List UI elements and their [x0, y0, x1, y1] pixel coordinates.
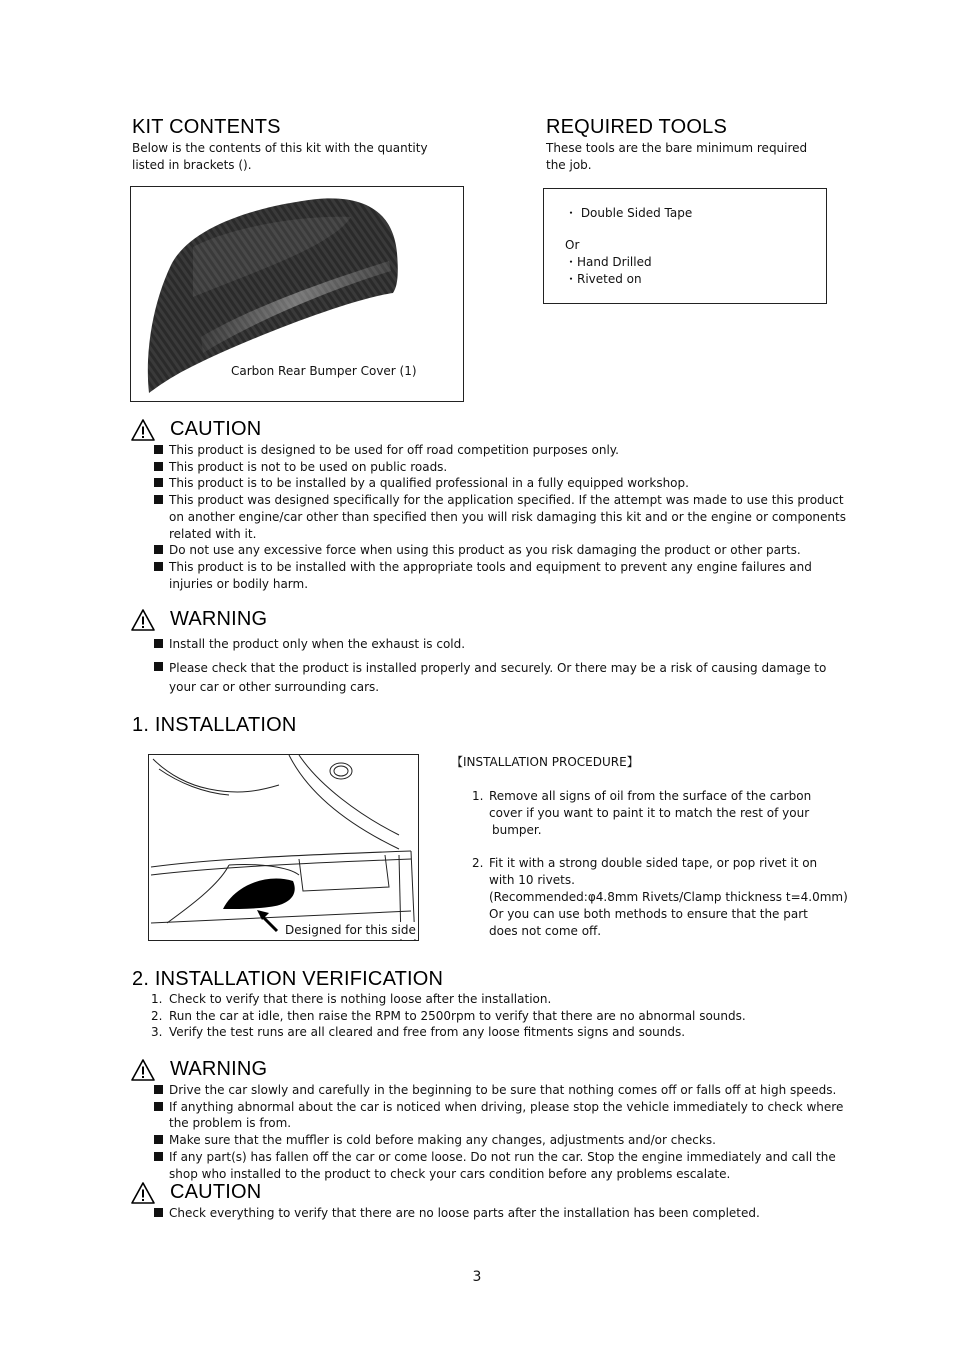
car-rear-diagram	[149, 755, 418, 940]
installation-image-box	[148, 754, 419, 941]
step-1-line-1: Remove all signs of oil from the surface of the carbon	[489, 789, 812, 803]
required-tools-desc-line1: These tools are the bare minimum required	[546, 141, 808, 155]
tool-or-label: Or	[565, 238, 580, 252]
item-number: 2.	[151, 1008, 163, 1023]
warning-list	[152, 636, 842, 697]
warning-item: Make sure that the muffler is cold before making any changes, adjustments and/or checks.	[152, 1132, 847, 1149]
warning-item: If anything abnormal about the car is noticed when driving, please stop the vehicle immediately to check where the problem is from.	[152, 1099, 847, 1132]
step-1-line-2: cover if you want to paint it to match the rest of your	[489, 806, 810, 820]
step-2-line-4: Or you can use both methods to ensure that the part	[489, 907, 808, 921]
tool-double-sided-tape: ・ Double Sided Tape	[565, 206, 693, 220]
kit-contents-desc-line1: Below is the contents of this kit with the quantity	[132, 141, 428, 155]
installation-title: 1. INSTALLATION	[132, 714, 297, 736]
verification-title: 2. INSTALLATION VERIFICATION	[132, 968, 444, 990]
item-number: 3.	[151, 1025, 163, 1040]
caution-heading-2	[130, 1181, 430, 1207]
required-tools-section	[546, 116, 846, 174]
required-tools-desc-line2: the job.	[546, 158, 592, 172]
item-text: Verify the test runs are all cleared and free from any loose fitments signs and sounds.	[169, 1025, 686, 1040]
warning-heading	[130, 608, 430, 634]
step-number: 2.	[472, 856, 484, 870]
kit-contents-image-box	[130, 186, 464, 402]
warning-triangle-icon	[130, 1181, 156, 1205]
step-2-line-3: (Recommended:φ4.8mm Rivets/Clamp thickness t=4.0mm)	[489, 890, 848, 904]
caution-2-list	[152, 1205, 847, 1222]
warning-item: If any part(s) has fallen off the car or come loose. Do not run the car. Stop the engine immediately and call the shop who installed to the product to check your cars condition before any problems escalate.	[152, 1149, 847, 1182]
caution-item: This product is to be installed with the appropriate tools and equipment to prevent any engine failures and injuries or bodily harm.	[152, 559, 847, 592]
procedure-step-2	[451, 855, 871, 940]
kit-item-caption: Carbon Rear Bumper Cover (1)	[231, 364, 417, 378]
item-text: Run the car at idle, then raise the RPM to 2500rpm to verify that there are no abnormal sounds.	[169, 1008, 746, 1023]
verification-item	[151, 1008, 851, 1025]
caution-item: This product is designed to be used for off road competition purposes only.	[152, 442, 847, 459]
procedure-step-1	[451, 788, 871, 839]
warning-heading-2	[130, 1058, 430, 1084]
caution-item: This product was designed specifically for the application specified. If the attempt was made to use this product on another engine/car other than specified then you will risk damaging this kit and or the engine or components related with it.	[152, 492, 847, 542]
warning-item: Install the product only when the exhaust is cold.	[152, 636, 842, 653]
installation-procedure	[451, 754, 871, 940]
installation-image-caption: Designed for this side	[285, 923, 416, 937]
verification-list	[151, 991, 851, 1041]
warning-triangle-icon	[130, 608, 156, 632]
warning-triangle-icon	[130, 1058, 156, 1082]
caution-title: CAUTION	[170, 418, 262, 440]
caution-2-title: CAUTION	[170, 1181, 262, 1203]
warning-item: Drive the car slowly and carefully in the beginning to be sure that nothing comes off or falls off at high speeds.	[152, 1082, 847, 1099]
warning-triangle-icon	[130, 418, 156, 442]
tool-riveted-on: ・Riveted on	[565, 272, 642, 286]
kit-contents-section	[132, 116, 472, 174]
warning-2-title: WARNING	[170, 1058, 268, 1080]
warning-item: Please check that the product is installed properly and securely. Or there may be a risk of causing damage to your car or other surrounding cars.	[152, 659, 842, 697]
caution-item: Do not use any excessive force when using this product as you risk damaging the product or other parts.	[152, 542, 847, 559]
tool-hand-drilled: ・Hand Drilled	[565, 255, 652, 269]
step-1-line-3: bumper.	[492, 823, 542, 837]
kit-contents-title: KIT CONTENTS	[132, 116, 281, 138]
warning-title: WARNING	[170, 608, 268, 630]
caution-item: Check everything to verify that there are no loose parts after the installation has been completed.	[152, 1205, 847, 1222]
step-2-line-2: with 10 rivets.	[489, 873, 575, 887]
item-text: Check to verify that there is nothing loose after the installation.	[169, 992, 552, 1006]
page-number: 3	[472, 1269, 482, 1285]
warning-2-list	[152, 1082, 847, 1182]
caution-item: This product is not to be used on public roads.	[152, 459, 847, 476]
caution-heading	[130, 418, 430, 444]
required-tools-box	[543, 188, 827, 304]
verification-item	[151, 991, 851, 1008]
step-number: 1.	[472, 789, 484, 803]
caution-item: This product is to be installed by a qualified professional in a fully equipped workshop.	[152, 475, 847, 492]
verification-item	[151, 1024, 851, 1041]
step-2-line-1: Fit it with a strong double sided tape, or pop rivet it on	[489, 856, 818, 870]
item-number: 1.	[151, 992, 163, 1006]
kit-contents-desc-line2: listed in brackets ().	[132, 158, 252, 172]
required-tools-title: REQUIRED TOOLS	[546, 116, 727, 138]
step-2-line-5: does not come off.	[489, 924, 602, 938]
procedure-title: 【INSTALLATION PROCEDURE】	[451, 755, 639, 769]
caution-list	[152, 442, 847, 592]
